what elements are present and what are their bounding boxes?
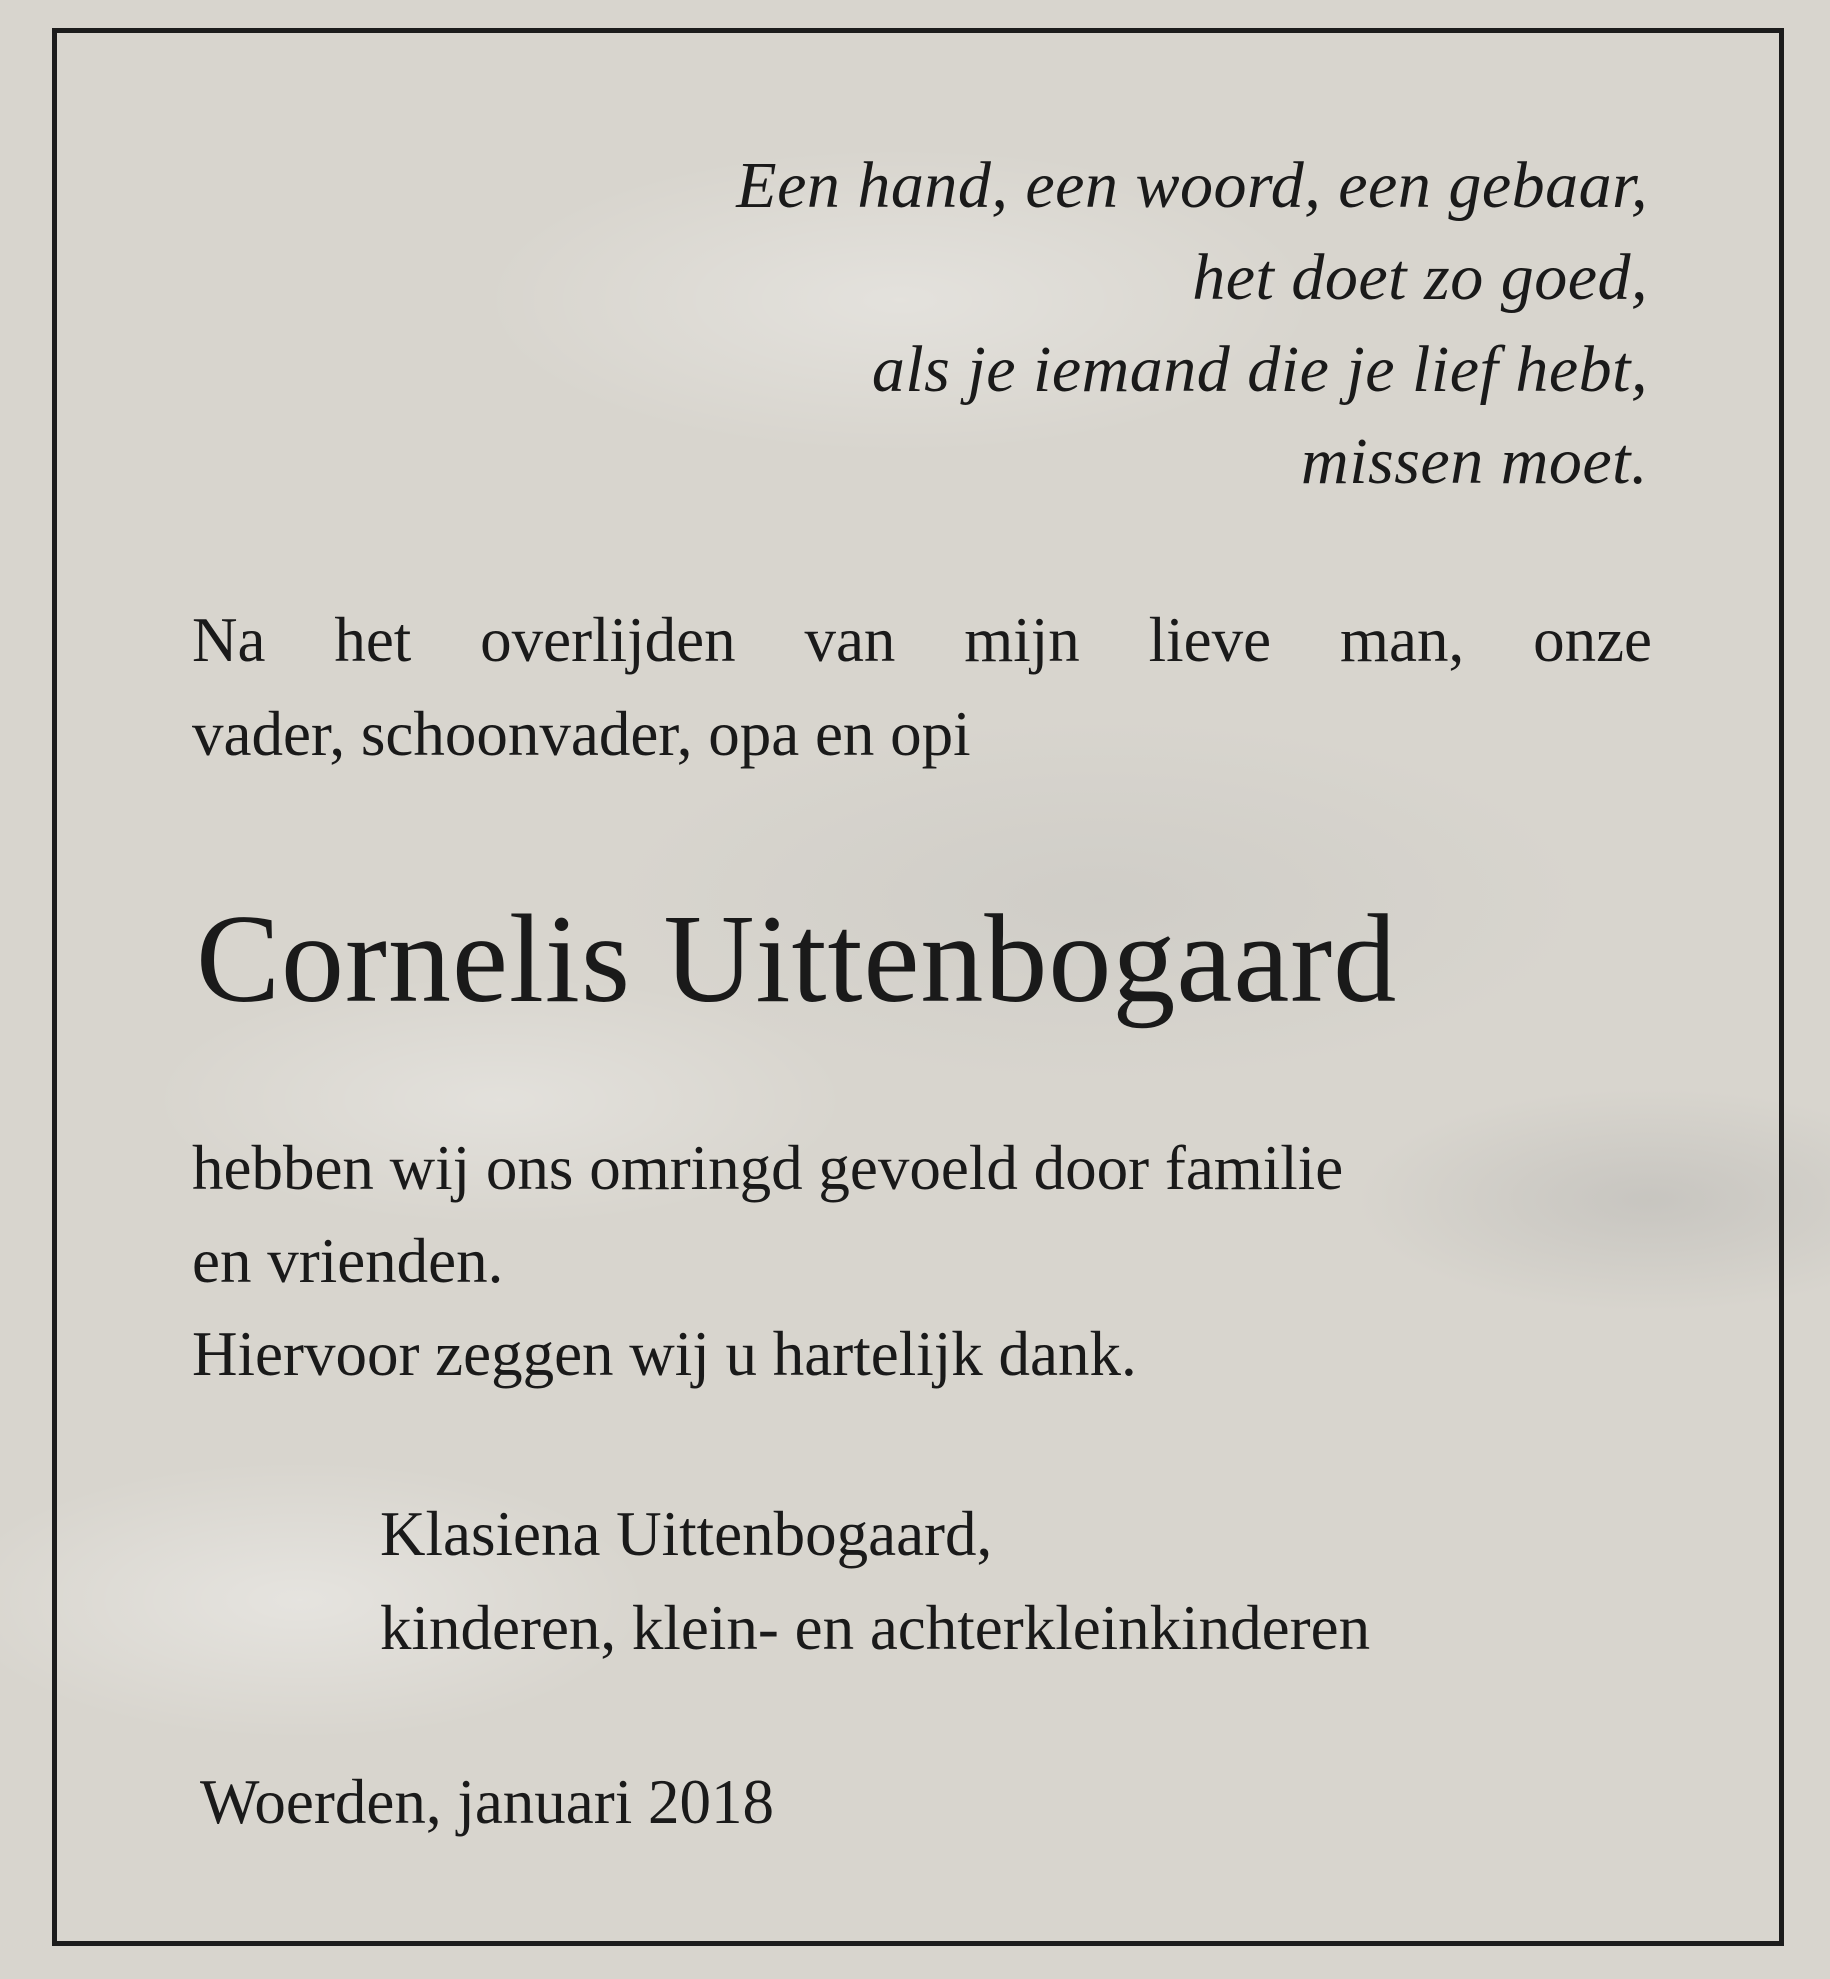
place-and-date: Woerden, januari 2018 [200,1767,774,1837]
thank-you-message [192,1122,1343,1401]
poem-line: als je iemand die je lief hebt, [871,333,1648,406]
poem-line: het doet zo goed, [1192,241,1648,314]
signer-line: kinderen, klein- en achterkleinkinderen [380,1593,1371,1663]
intro-line: vader, schoonvader, opa en opi [192,699,971,769]
signer-line: Klasiena Uittenbogaard, [380,1499,993,1569]
poem-line: missen moet. [1301,425,1648,498]
intro-line: Na het overlijden van mijn lieve man, onze [192,605,1652,675]
poem [736,140,1648,508]
deceased-name: Cornelis Uittenbogaard [196,890,1398,1029]
message-line: hebben wij ons omringd gevoeld door familie [192,1133,1344,1203]
signers [380,1487,1370,1675]
intro-text [192,593,1652,781]
message-line: Hiervoor zeggen wij u hartelijk dank. [192,1319,1137,1389]
poem-line: Een hand, een woord, een gebaar, [736,149,1648,222]
message-line: en vrienden. [192,1226,504,1296]
